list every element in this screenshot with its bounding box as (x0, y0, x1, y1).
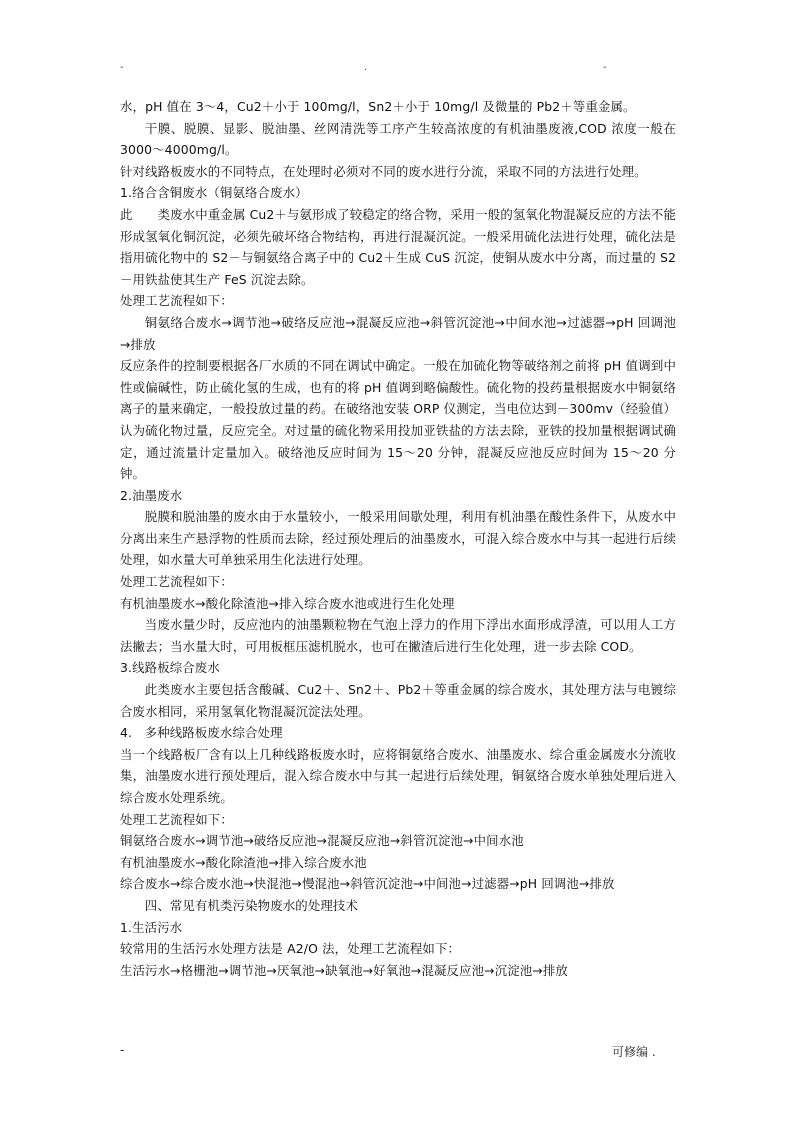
process-flow: 综合废水→综合废水池→快混池→慢混池→斜管沉淀池→中间池→过滤器→pH 回调池→排放 (120, 876, 615, 892)
paragraph: 较常用的生活污水处理方法是 A2/O 法，处理工艺流程如下： (120, 941, 461, 957)
process-flow: 生活污水→格栅池→调节池→厌氧池→缺氧池→好氧池→混凝反应池→沉淀池→排放 (120, 962, 568, 978)
header-mark-right: - (603, 62, 607, 73)
process-flow: 铜氨络合废水→调节池→破络反应池→混凝反应池→斜管沉淀池→中间水池 (120, 833, 524, 849)
paragraph: 当废水量少时，反应池内的油墨颗粒物在气泡上浮力的作用下浮出水面形成浮渣，可以用人工方法撇去；当水量大时，可用板框压滤机脱水，也可在撇渣后进行生化处理，进一步去除 COD。 (120, 617, 676, 654)
paragraph: 针对线路板废水的不同特点，在处理时必须对不同的废水进行分流，采取不同的方法进行处理。 (120, 163, 647, 179)
process-flow: 有机油墨废水→酸化除渣池→排入综合废水池或进行生化处理 (120, 595, 455, 611)
paragraph: 水，pH 值在 3～4，Cu2＋小于 100mg/l，Sn2＋小于 10mg/l 及微量的 Pb2＋等重金属。 (120, 99, 636, 114)
paragraph: 处理工艺流程如下： (120, 811, 233, 827)
chapter-heading: 四、常见有机类污染物废水的处理技术 (144, 897, 358, 913)
document-body (120, 96, 676, 981)
paragraph: 此类废水主要包括含酸碱、Cu2＋、Sn2＋、Pb2＋等重金属的综合废水，其处理方法与电镀综合废水相同，采用氢氧化物混凝沉淀法处理。 (120, 682, 676, 719)
footer-editable-note: 可修编 . (612, 1045, 656, 1059)
section-heading: 3.线路板综合废水 (120, 660, 220, 676)
section-heading: 2.油墨废水 (120, 487, 183, 503)
section-heading: 1.生活污水 (120, 919, 183, 935)
header-mark-left: - (120, 62, 124, 73)
section-heading: 1.络合含铜废水（铜氨络合废水） (120, 185, 308, 201)
paragraph: 脱膜和脱油墨的废水由于水量较小，一般采用间歇处理，利用有机油墨在酸性条件下，从废水中分离出来生产悬浮物的性质而去除，经过预处理后的油墨废水，可混入综合废水中与其一起进行后续处理，如水量大可单独采用生化法进行处理。 (120, 509, 676, 568)
header-mark-center: . (364, 62, 368, 73)
footer-mark: - (120, 1043, 125, 1057)
paragraph: 处理工艺流程如下： (120, 293, 233, 309)
paragraph: 干膜、脱膜、显影、脱油墨、丝网清洗等工序产生较高浓度的有机油墨废液,COD 浓度一般在 3000～4000mg/l。 (120, 120, 676, 158)
process-flow: 铜氨络合废水→调节池→破络反应池→混凝反应池→斜管沉淀池→中间水池→过滤器→pH 回调池→排放 (120, 314, 676, 352)
paragraph: 当一个线路板厂含有以上几种线路板废水时，应将铜氨络合废水、油墨废水、综合重金属废水分流收集，油墨废水进行预处理后，混入综合废水中与其一起进行后续处理，铜氨络合废水单独处理后进入综合废水处理系统。 (120, 746, 676, 805)
paragraph: 反应条件的控制要根据各厂水质的不同在调试中确定。一般在加硫化物等破络剂之前将 pH 值调到中性或偏碱性，防止硫化氢的生成，也有的将 pH 值调到略偏酸性。硫化物的投药量根据废水中铜氨络离子的量来确定，一般投放过量的药。在破络池安装 ORP 仪测定，当电位达到－300mv（经验值）认为硫化物过量，反应完全。对过量的硫化物采用投加亚铁盐的方法去除，亚铁的投加量根据调试确定，通过流量计定量加入。破络池反应时间为 15～20 分钟，混凝反应池反应时间为 15～20 分钟。 (120, 358, 676, 482)
paragraph: 此 类废水中重金属 Cu2＋与氨形成了较稳定的络合物，采用一般的氢氧化物混凝反应的方法不能形成氢氧化铜沉淀，必须先破坏络合物结构，再进行混凝沉淀。一般采用硫化法进行处理，硫化法是指用硫化物中的 S2－与铜氨络合离子中的 Cu2＋生成 CuS 沉淀，使铜从废水中分离，而过量的 S2－用铁盐使其生产 FeS 沉淀去除。 (120, 206, 676, 287)
paragraph: 处理工艺流程如下： (120, 574, 233, 590)
process-flow: 有机油墨废水→酸化除渣池→排入综合废水池 (120, 854, 367, 870)
section-heading: 4. 多种线路板废水综合处理 (120, 725, 283, 741)
